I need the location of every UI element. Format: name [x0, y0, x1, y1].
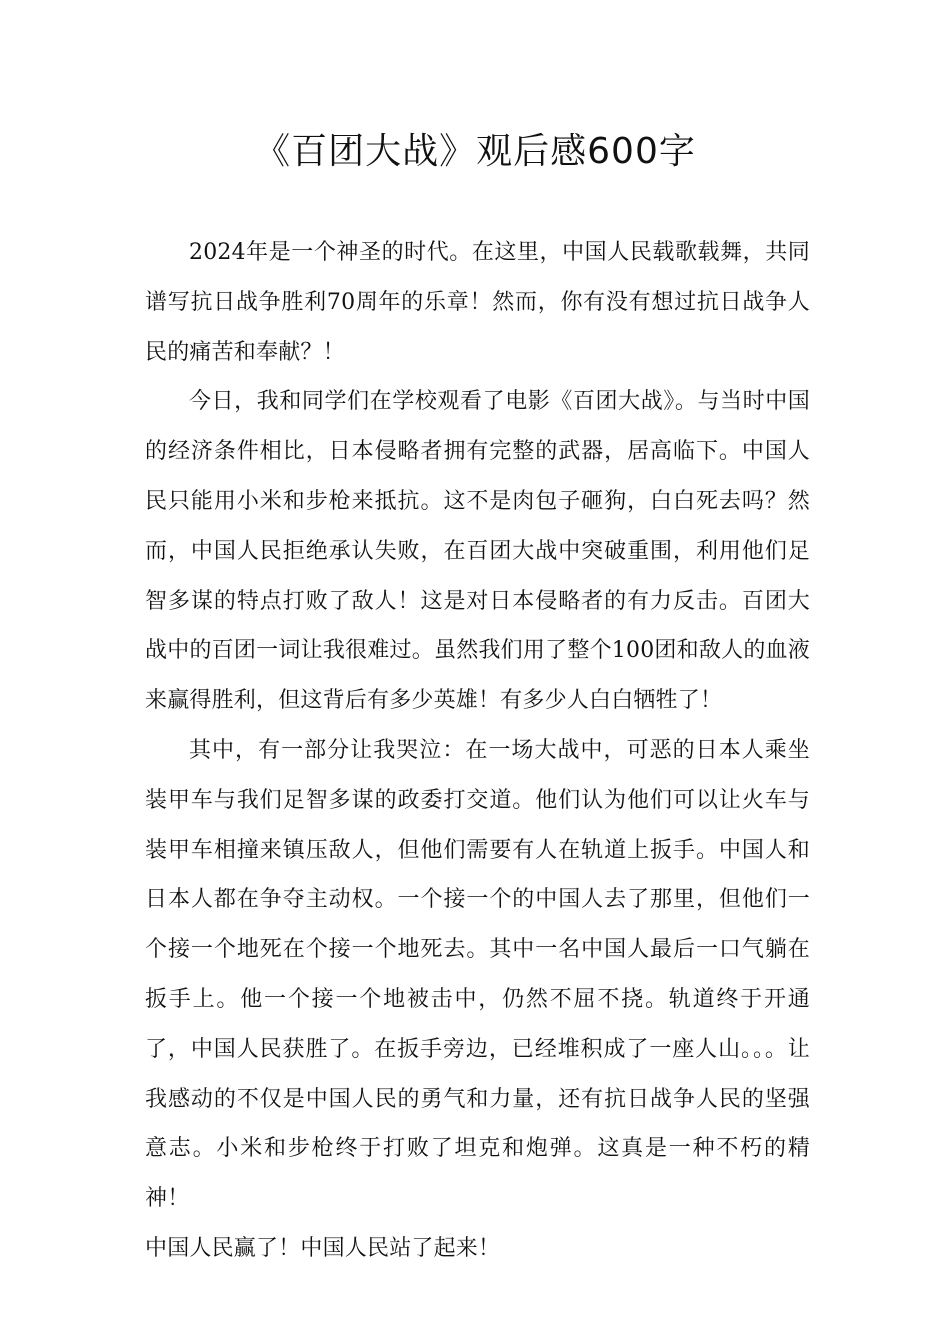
paragraph-2: 今日，我和同学们在学校观看了电影《百团大战》。与当时中国的经济条件相比，日本侵略者拥有完整的武器，居高临下。中国人民只能用小米和步枪来抵抗。这不是肉包子砸狗，白白死去吗？然而，中国人民拒绝承认失败，在百团大战中突破重围，利用他们足智多谋的特点打败了敌人！这是对日本侵略者的有力反击。百团大战中的百团一词让我很难过。虽然我们用了整个100团和敌人的血液来赢得胜利，但这背后有多少英雄！有多少人白白牺牲了！: [145, 389, 810, 714]
paragraph-1: 2024年是一个神圣的时代。在这里，中国人民载歌载舞，共同谱写抗日战争胜利70周年的乐章！然而，你有没有想过抗日战争人民的痛苦和奉献？！: [145, 240, 810, 365]
document-title: 《百团大战》观后感600字: [254, 131, 696, 172]
paragraph-4: 中国人民赢了！中国人民站了起来！: [145, 1235, 501, 1261]
paragraph-3: 其中，有一部分让我哭泣：在一场大战中，可恶的日本人乘坐装甲车与我们足智多谋的政委打交道。他们认为他们可以让火车与装甲车相撞来镇压敌人，但他们需要有人在轨道上扳手。中国人和日本人都在争夺主动权。一个接一个的中国人去了那里，但他们一个接一个地死在个接一个地死去。其中一名中国人最后一口气躺在扳手上。他一个接一个地被击中，仍然不屈不挠。轨道终于开通了，中国人民获胜了。在扳手旁边，已经堆积成了一座人山。。。让我感动的不仅是中国人民的勇气和力量，还有抗日战争人民的坚强意志。小米和步枪终于打败了坦克和炮弹。这真是一种不朽的精神！: [145, 737, 810, 1212]
document-body: [145, 228, 810, 1274]
